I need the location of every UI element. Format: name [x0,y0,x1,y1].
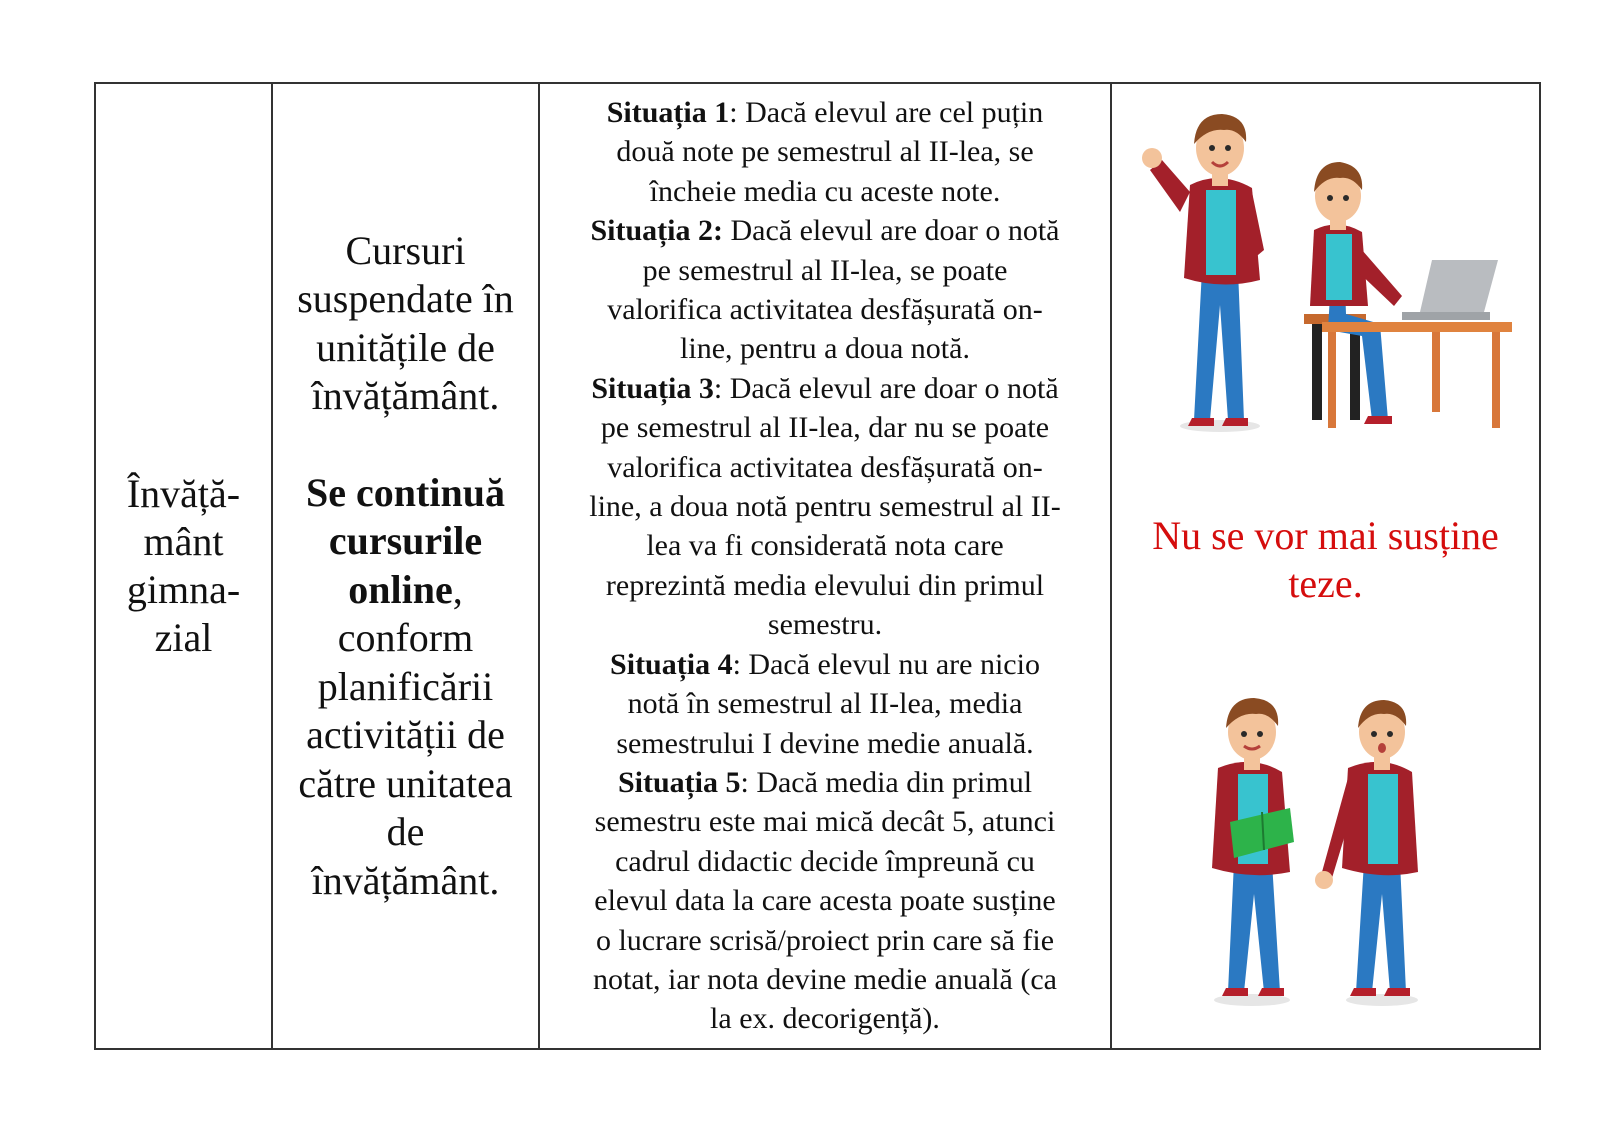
situation-5-line: semestru este mai mică decât 5, atunci [594,805,1056,839]
status-line: către unitatea [298,760,513,806]
laptop-student-figure [1304,162,1512,428]
status-line: învățământ. [311,373,500,419]
situation-3-line: semestru. [767,608,883,642]
status-line-bold: Se continuă [306,469,505,515]
education-level-cell [96,84,273,1048]
note-line: teze. [1288,561,1363,606]
level-line: Învăță- [126,471,241,516]
level-line: gimna- [126,567,241,612]
status-line: suspendate în [297,276,514,322]
waving-student-figure [1142,114,1264,432]
situation-3-line: valorifica activitatea desfășurată on- [607,450,1043,484]
situation-5-line: cadrul didactic decide împreună cu [615,844,1035,878]
status-line: conform [337,615,474,661]
situation-1-line: Situația 1: Dacă elevul are cel puțin [606,96,1044,129]
info-table [94,82,1541,1050]
status-line-bold: online, [348,566,463,612]
situation-2-line: valorifica activitatea desfășurată on- [607,293,1043,327]
course-status-cell [273,84,540,1048]
situation-2-line: Situația 2: Dacă elevul are doar o notă [590,214,1060,248]
status-line: activității de [306,712,505,758]
level-line: zial [154,615,213,660]
situation-5-line: elevul data la care acesta poate susține [594,884,1056,918]
situation-4-line: Situația 4: Dacă elevul nu are nicio [610,647,1040,681]
students-laptop-illustration [1132,100,1512,440]
status-line-bold: cursurile [328,518,483,564]
situation-5-line: Situația 5: Dacă media din primul [617,765,1033,799]
situation-3-line: Situația 3: Dacă elevul are doar o notă [591,371,1059,405]
no-exams-note [1112,512,1539,608]
status-line: de [386,809,425,855]
note-line: Nu se vor mai susține [1152,513,1499,558]
students-book-illustration [1172,682,1472,1012]
situation-3-line: reprezintă media elevului din primul [605,568,1045,602]
situation-3-line: lea va fi considerată nota care [646,529,1004,563]
situation-4-line: notă în semestrul al II-lea, media [627,687,1023,721]
situation-5-line: la ex. decorigență). [710,1002,940,1036]
situation-1-line: încheie media cu aceste note. [649,174,1001,208]
status-line: unitățile de [316,324,495,370]
level-line: mânt [143,519,224,564]
situation-4-line: semestrului I devine medie anuală. [616,726,1034,760]
situation-3-line: line, a doua notă pentru semestrul al II- [589,490,1061,524]
situation-2-line: pe semestrul al II-lea, se poate [642,253,1008,287]
exam-note-cell [1112,84,1539,1048]
situation-5-line: o lucrare scrisă/proiect prin care să fie [595,923,1055,957]
situation-2-line: line, pentru a doua notă. [680,332,970,366]
situation-1-line: două note pe semestrul al II-lea, se [616,135,1034,169]
situation-3-line: pe semestrul al II-lea, dar nu se poate [600,411,1050,445]
status-line: planificării [317,663,494,709]
status-line: Cursuri [345,227,466,273]
status-line: învățământ. [311,857,500,903]
reading-student-figure [1212,698,1294,1006]
listening-student-figure [1315,700,1418,1006]
situation-5-line: notat, iar nota devine medie anuală (ca [593,962,1057,996]
situations-cell [540,84,1112,1048]
